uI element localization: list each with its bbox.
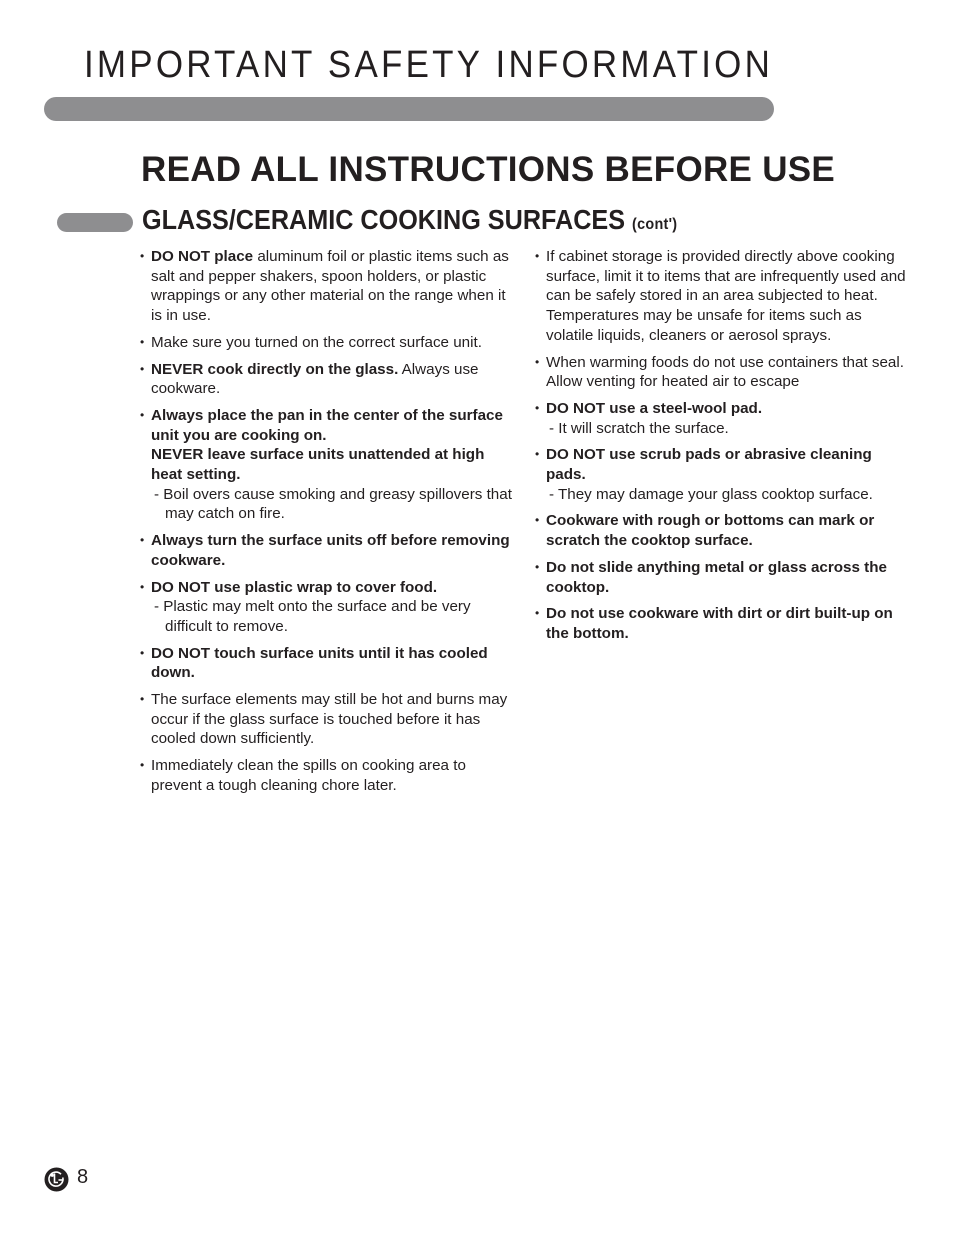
item-text: aluminum foil or plastic items such as salt and pepper shakers, spoon holders, or plastic wrappings or any other material on the range when it is in use. [151, 248, 509, 325]
list-item [535, 558, 911, 597]
section-heading [142, 204, 677, 236]
item-bold: DO NOT use a steel-wool pad. [546, 399, 763, 417]
item-text: Make sure you turned on the correct surface unit. [151, 333, 482, 351]
list-item [535, 604, 911, 643]
list-item [535, 247, 911, 346]
item-text: When warming foods do not use containers that seal. Allow venting for heated air to escape [546, 353, 904, 391]
item-text: The surface elements may still be hot and burns may occur if the glass surface is touched before it has cooled down sufficiently. [151, 691, 508, 748]
item-bold: DO NOT use scrub pads or abrasive cleaning pads. [546, 446, 872, 484]
page-number: 8 [77, 1166, 89, 1188]
item-bold: Cookware with rough or bottoms can mark or scratch the cooktop surface. [546, 512, 875, 550]
left-column [140, 247, 516, 803]
header-bar [44, 97, 774, 121]
list-item [140, 756, 516, 795]
list-item [535, 511, 911, 550]
list-item [140, 333, 516, 353]
list-item [535, 445, 911, 504]
main-heading: READ ALL INSTRUCTIONS BEFORE USE [141, 150, 836, 189]
list-item [140, 406, 516, 524]
list-item [140, 578, 516, 637]
item-subtext: - They may damage your glass cooktop surface. [549, 485, 873, 503]
lg-logo-icon [44, 1167, 69, 1192]
item-bold: NEVER cook directly on the glass. [151, 360, 399, 378]
section-suffix: (cont') [632, 216, 678, 233]
item-subtext: - Boil overs cause smoking and greasy spillovers that may catch on fire. [154, 485, 512, 523]
page-header-title: IMPORTANT SAFETY INFORMATION [84, 44, 774, 86]
item-bold: Always place the pan in the center of the surface unit you are cooking on. [151, 406, 503, 444]
item-subtext: - Plastic may melt onto the surface and be very difficult to remove. [154, 598, 471, 635]
item-bold: DO NOT place [151, 248, 254, 265]
list-item [140, 247, 516, 326]
section-title: GLASS/CERAMIC COOKING SURFACES [142, 204, 626, 235]
item-bold: DO NOT touch surface units until it has cooled down. [151, 644, 488, 682]
item-text: Always use cookware. [151, 360, 479, 398]
list-item [140, 360, 516, 399]
item-text: If cabinet storage is provided directly above cooking surface, limit it to items that are infrequently used and can be safely stored in an area subjected to heat. Temperatures may be unsafe for items such as volatile liquids, cleaners or aerosol sprays. [546, 248, 906, 344]
list-item [535, 353, 911, 392]
section-pill [57, 213, 133, 232]
item-bold: Do not use cookware with dirt or dirt built-up on the bottom. [546, 605, 893, 642]
list-item [140, 531, 516, 570]
item-bold: Do not slide anything metal or glass across the cooktop. [546, 558, 887, 596]
item-subtext: - It will scratch the surface. [549, 419, 729, 437]
item-bold: Always turn the surface units off before removing cookware. [151, 532, 510, 569]
list-item [140, 644, 516, 683]
list-item [535, 399, 911, 438]
item-bold: NEVER leave surface units unattended at high heat setting. [151, 446, 485, 484]
item-bold: DO NOT use plastic wrap to cover food. [151, 578, 438, 596]
list-item [140, 690, 516, 749]
right-column [535, 247, 911, 651]
item-text: Immediately clean the spills on cooking area to prevent a tough cleaning chore later. [151, 757, 466, 794]
